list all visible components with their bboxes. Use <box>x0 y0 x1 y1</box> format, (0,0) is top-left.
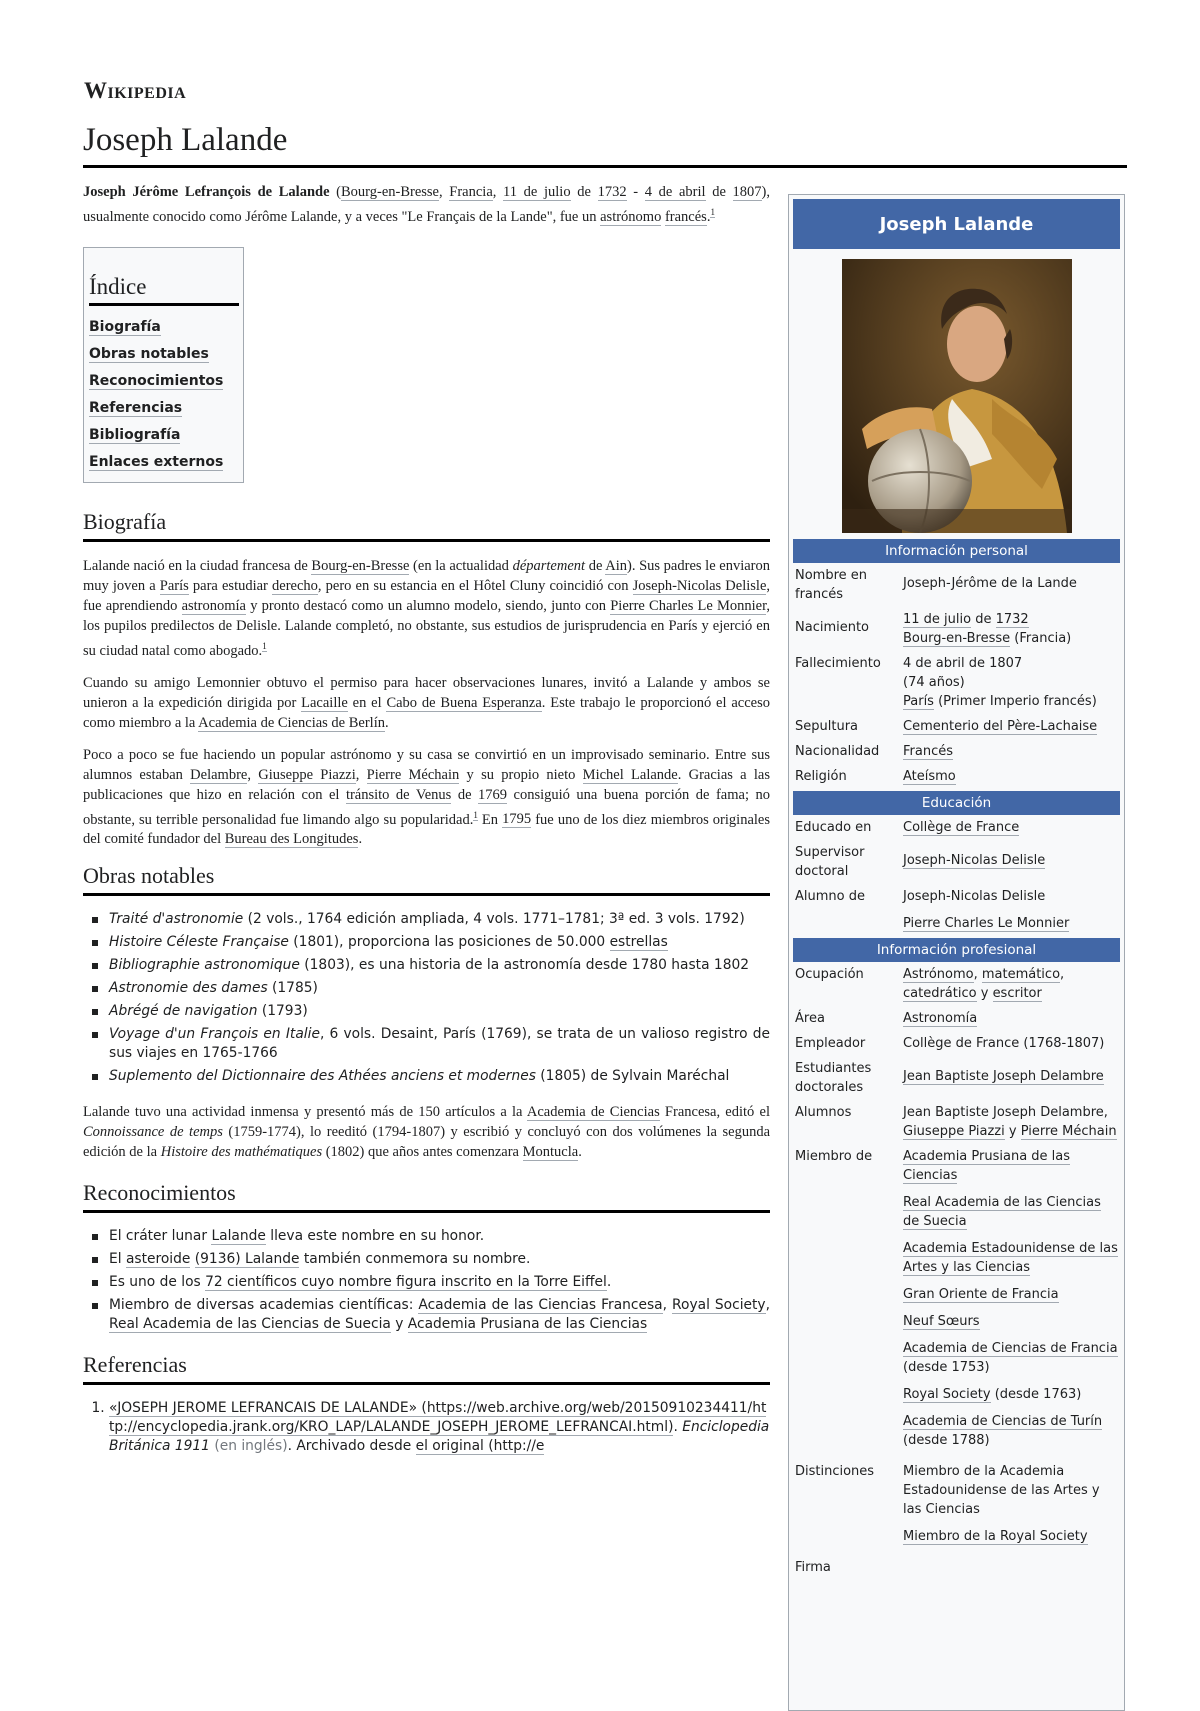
link-delambre[interactable]: Delambre <box>190 766 248 783</box>
list-item <box>109 1250 770 1269</box>
section-heading-reconocimientos: Reconocimientos <box>83 1180 770 1213</box>
references-list <box>83 1399 770 1456</box>
infobox-section-personal: Información personal <box>793 539 1120 563</box>
infobox-value <box>903 563 1120 607</box>
text-line <box>903 610 1118 629</box>
link-cabo-buena-esperanza[interactable]: Cabo de Buena Esperanza <box>386 694 542 711</box>
work-title: Histoire Céleste Française <box>109 934 289 951</box>
infobox-row-miembro <box>793 1144 1120 1453</box>
text: , los pupilos predilectos de Delisle. Lalande completó, no obstante, sus estudios de jurisprudencia en París y ejerció en su ciudad natal como abogado. <box>83 597 770 659</box>
infobox-value <box>903 1056 1120 1100</box>
link-asteroide[interactable]: asteroide <box>125 1251 191 1268</box>
text-line <box>903 914 1118 933</box>
infobox-label: Fallecimiento <box>795 656 881 671</box>
link-royal-society[interactable]: Royal Society <box>672 1297 766 1314</box>
link-michel-lalande[interactable]: Michel Lalande <box>582 766 678 783</box>
list-item <box>109 1067 770 1086</box>
infobox-row-ocupacion <box>793 962 1120 1006</box>
infobox-label: Empleador <box>795 1036 866 1051</box>
infobox-label: Religión <box>795 769 847 784</box>
text: ), usualmente conocido como Jérôme Lalande, y a veces "Le Français de la Lande", fue un <box>83 184 771 225</box>
wikipedia-wordmark[interactable] <box>84 78 186 104</box>
infobox-section-educacion: Educación <box>793 791 1120 815</box>
infobox-label: Firma <box>795 1560 831 1575</box>
footnote-link[interactable]: 1 <box>710 207 715 217</box>
text-line <box>903 1285 1118 1304</box>
link-lacaille[interactable]: Lacaille <box>301 694 348 711</box>
infobox-value <box>903 1459 1120 1549</box>
link-72-cientificos[interactable]: 72 científicos cuyo nombre figura inscrito en la Torre Eiffel <box>205 1274 607 1291</box>
link-frances[interactable]: francés <box>664 208 707 225</box>
list-item <box>109 979 770 998</box>
infobox-row-nombre <box>793 563 1120 607</box>
text-line <box>903 629 1118 648</box>
infobox-row-empleador <box>793 1031 1120 1056</box>
link-derecho[interactable]: derecho <box>272 577 318 594</box>
link-mechain[interactable]: Pierre Méchain <box>366 766 460 783</box>
text: consiguió una buena porción de fama; no obstante, su terrible personalidad fue limando algo su popularidad. <box>83 786 770 828</box>
bio-paragraph-1 <box>83 556 770 661</box>
text-italic: Histoire des mathématiques <box>160 1144 323 1161</box>
footnote-ref[interactable] <box>262 641 267 652</box>
wordmark-text: Wikipedia <box>84 78 187 103</box>
infobox-value <box>903 764 1120 789</box>
link-1732[interactable]: 1732 <box>597 184 627 200</box>
link-delisle[interactable]: Joseph-Nicolas Delisle <box>632 577 767 594</box>
link-sepultura[interactable]: Cementerio del Père-Lachaise <box>903 719 1098 734</box>
text-line <box>903 1147 1118 1185</box>
work-title: Voyage d'un François en Italie <box>109 1026 320 1043</box>
link-academia-suecia[interactable]: Real Academia de las Ciencias de Suecia <box>109 1316 391 1333</box>
work-title: Abrégé de navigation <box>109 1003 258 1020</box>
text: (1793) <box>257 1003 308 1020</box>
text: y <box>390 1316 408 1333</box>
text: (Primer Imperio francés) <box>933 694 1097 709</box>
page-title: Joseph Lalande <box>83 122 288 158</box>
text: , <box>765 1297 770 1314</box>
link-neuf-soeurs[interactable]: Neuf Sœurs <box>903 1314 980 1329</box>
text: . <box>385 714 389 731</box>
infobox-label: Área <box>795 1011 825 1026</box>
text: Poco a poco se fue haciendo un popular astrónomo y su casa se convirtió en un improvisado seminario. Entre sus alumnos estaban <box>83 746 770 783</box>
text: , <box>492 184 504 200</box>
list-item <box>109 910 770 929</box>
text-italic: département <box>512 557 586 574</box>
infobox-value <box>903 651 1120 714</box>
link-mentor-2[interactable]: Pierre Charles Le Monnier <box>903 916 1070 931</box>
infobox-label: Educado en <box>795 820 872 835</box>
text: , <box>355 766 367 783</box>
infobox-value <box>903 962 1120 1006</box>
text: , <box>439 184 450 200</box>
title-rule <box>83 165 1127 168</box>
text-line <box>903 1527 1118 1546</box>
text: (1805) de Sylvain Maréchal <box>535 1068 730 1085</box>
infobox-label: Ocupación <box>795 967 864 982</box>
link-reference-archive[interactable]: «JOSEPH JEROME LEFRANCAIS DE LALANDE» (https://web.archive.org/web/20150910234411/http://encyclopedia.jrank.org/KRO_LAP/LALANDE_JOSEPH_JEROME_LEFRANCAI.html) <box>109 1400 767 1436</box>
section-heading-referencias: Referencias <box>83 1352 770 1385</box>
link-4-abril[interactable]: 4 de abril <box>644 184 706 200</box>
work-title: Traité d'astronomie <box>109 911 244 928</box>
death-age: (74 años) <box>903 675 965 690</box>
infobox-value: Collège de France (1768-1807) <box>903 1036 1105 1051</box>
list-item <box>109 1002 770 1021</box>
toc-item-bibliografia[interactable] <box>89 422 239 449</box>
list-item <box>109 1273 770 1292</box>
list-item <box>109 933 770 952</box>
text: - <box>626 184 645 200</box>
link-academia-francesa[interactable]: Academia de las Ciencias Francesa <box>418 1297 663 1314</box>
toc-item-referencias[interactable] <box>89 395 239 422</box>
list-item <box>109 1227 770 1246</box>
link-astronomia[interactable]: astronomía <box>181 597 246 614</box>
bio-paragraph-3 <box>83 745 770 850</box>
reconocimientos-list <box>83 1227 770 1334</box>
text: , <box>662 1297 673 1314</box>
text-italic: Connoissance de temps <box>83 1124 223 1141</box>
link-birth-year[interactable]: 1732 <box>995 612 1029 627</box>
language-tag: (en inglés) <box>214 1438 288 1455</box>
text: (en la actualidad <box>409 557 513 574</box>
infobox-row-fallecimiento <box>793 651 1120 714</box>
text: El <box>109 1251 126 1268</box>
infobox-label: Alumnos <box>795 1105 852 1120</box>
toc-item-reconocimientos[interactable] <box>89 368 239 395</box>
link-11-julio[interactable]: 11 de julio <box>503 184 571 200</box>
toc-list <box>89 314 239 476</box>
section-heading-biografia: Biografía <box>83 509 770 542</box>
subject-name: Joseph Jérôme Lefrançois de Lalande <box>83 184 330 200</box>
text: Cuando su amigo Lemonnier obtuvo el permiso para hacer observaciones lunares, invitó a Lalande y ambos se unieron a la expedición dirigida por <box>83 674 770 711</box>
section-heading-obras: Obras notables <box>83 863 770 896</box>
infobox-label: Miembro de <box>795 1149 873 1164</box>
death-date: 4 de abril de 1807 <box>903 656 1023 671</box>
work-title: Bibliographie astronomique <box>109 957 300 974</box>
text: El cráter lunar <box>109 1228 212 1245</box>
infobox-row-nacionalidad <box>793 739 1120 764</box>
link-montucla[interactable]: Montucla <box>522 1144 579 1161</box>
text: Miembro de diversas academias científicas: <box>109 1297 419 1314</box>
text: de <box>585 557 606 574</box>
link-birth-date[interactable]: 11 de julio <box>903 612 972 627</box>
toc-item-label: Obras notables <box>89 345 209 362</box>
list-item <box>109 1025 770 1063</box>
text: y pronto destacó como un alumno modelo, siendo, junto con <box>246 597 611 614</box>
link-delambre[interactable]: Jean Baptiste Joseph Delambre <box>903 1069 1104 1084</box>
toc-item-enlaces-externos[interactable] <box>89 449 239 476</box>
obras-list <box>83 910 770 1086</box>
text: de <box>705 184 733 200</box>
text-line <box>903 1312 1118 1331</box>
text: (1803), es una historia de la astronomía desde 1780 hasta 1802 <box>299 957 750 974</box>
link-royal-society[interactable]: Royal Society <box>903 1387 991 1402</box>
infobox-value <box>903 607 1120 651</box>
infobox-title: Joseph Lalande <box>793 199 1120 249</box>
list-item <box>109 956 770 975</box>
infobox-label: Nacionalidad <box>795 744 880 759</box>
student-1: Jean Baptiste Joseph Delambre <box>903 1105 1104 1120</box>
mentor-1: Joseph-Nicolas Delisle <box>903 889 1046 904</box>
text: , pero en su estancia en el Hôtel Cluny coincidió con <box>317 577 633 594</box>
infobox-label: Nombre en francés <box>795 568 868 602</box>
award-1: Miembro de la Academia Estadounidense de las Artes y las Ciencias <box>903 1464 1100 1517</box>
link-academia-suecia[interactable]: Real Academia de las Ciencias de Suecia <box>903 1195 1101 1229</box>
native-name: Joseph-Jérôme de la Lande <box>903 576 1077 591</box>
infobox-value <box>903 1100 1120 1144</box>
infobox <box>788 194 1125 1711</box>
link-francia[interactable]: Francia <box>449 184 493 200</box>
infobox-row-sepultura <box>793 714 1120 739</box>
text: . <box>673 1419 683 1436</box>
link-academia-berlin[interactable]: Academia de Ciencias de Berlín <box>198 714 385 731</box>
text: Lalande nació en la ciudad francesa de <box>83 557 312 574</box>
bio-paragraph-2 <box>83 673 770 733</box>
table-of-contents <box>83 247 244 483</box>
link-transito-venus[interactable]: tránsito de Venus <box>345 786 452 803</box>
link-matematico[interactable]: matemático <box>981 967 1061 982</box>
text: (desde 1763) <box>990 1387 1082 1402</box>
link-crater-lalande[interactable]: Lalande <box>211 1228 266 1245</box>
footnote-link[interactable]: 1 <box>262 640 267 651</box>
text: de <box>570 184 598 200</box>
work-title: Astronomie des dames <box>109 980 268 997</box>
infobox-label: Estudiantes doctorales <box>795 1061 872 1095</box>
text: fue uno de los diez miembros originales del comité fundador del <box>83 811 770 848</box>
portrait-painting <box>842 259 1072 533</box>
text: . <box>578 1144 582 1161</box>
text: (1802) que años antes comenzara <box>322 1144 523 1161</box>
link-academia-ciencias[interactable]: Academia de Ciencias <box>526 1104 660 1121</box>
infobox-row-distinciones <box>793 1459 1120 1549</box>
infobox-row-supervisor <box>793 840 1120 884</box>
infobox-value <box>903 1144 1120 1453</box>
text-line <box>903 1385 1118 1404</box>
text: de <box>971 612 996 627</box>
text: , <box>247 766 259 783</box>
list-item <box>109 1296 770 1334</box>
infobox-row-alumno <box>793 884 1120 936</box>
infobox-row-nacimiento <box>793 607 1120 651</box>
footnote-link[interactable]: 1 <box>473 809 478 820</box>
infobox-value <box>903 884 1120 936</box>
text-line <box>903 1339 1118 1377</box>
infobox-value <box>903 815 1120 840</box>
link-mechain[interactable]: Pierre Méchain <box>1020 1124 1117 1139</box>
text: (Francia) <box>1010 631 1072 646</box>
text-line <box>903 1239 1118 1277</box>
reference-item <box>109 1399 770 1456</box>
infobox-section-profesional: Información profesional <box>793 938 1120 962</box>
link-estrellas[interactable]: estrellas <box>609 934 668 951</box>
text-italic: Enciclopedia Británica 1911 <box>109 1419 770 1455</box>
toc-title: Índice <box>89 274 239 306</box>
toc-item-obras-notables[interactable] <box>89 341 239 368</box>
link-ain[interactable]: Ain <box>605 557 627 574</box>
link-academia-turin[interactable]: Academia de Ciencias de Turín <box>903 1414 1103 1429</box>
text: de <box>451 786 479 803</box>
infobox-row-estudiantes <box>793 1056 1120 1100</box>
link-academia-prusiana[interactable]: Academia Prusiana de las Ciencias <box>903 1149 1071 1183</box>
text: en el <box>347 694 387 711</box>
text: lleva este nombre en su honor. <box>265 1228 485 1245</box>
toc-item-label: Reconocimientos <box>89 372 224 389</box>
toc-item-label: Enlaces externos <box>89 453 224 470</box>
link-nacionalidad[interactable]: Francés <box>903 744 954 759</box>
link-birth-place[interactable]: Bourg-en-Bresse <box>903 631 1011 646</box>
toc-item-label: Referencias <box>89 399 183 416</box>
infobox-label: Alumno de <box>795 889 865 904</box>
link-religion[interactable]: Ateísmo <box>903 769 956 784</box>
infobox-label: Distinciones <box>795 1464 875 1479</box>
text-line <box>903 1412 1118 1450</box>
infobox-value <box>903 840 1120 884</box>
link-piazzi[interactable]: Giuseppe Piazzi <box>258 766 356 783</box>
portrait-image[interactable] <box>842 259 1072 533</box>
link-bourg-en-bresse[interactable]: Bourg-en-Bresse <box>311 557 410 574</box>
text: (1801), proporciona las posiciones de 50.000 <box>288 934 610 951</box>
text: , fue aprendiendo <box>83 577 771 614</box>
work-title: Suplemento del Dictionnaire des Athées anciens et modernes <box>109 1068 536 1085</box>
text: (2 vols., 1764 edición ampliada, 4 vols. 1771–1781; 3ª ed. 3 vols. 1792) <box>243 911 745 928</box>
text: , 6 vols. Desaint, París (1769), se trata de un valioso registro de sus viajes en 1765-1766 <box>109 1026 770 1062</box>
infobox-label: Nacimiento <box>795 620 870 635</box>
text: . <box>606 1274 612 1291</box>
infobox-row-area <box>793 1006 1120 1031</box>
obras-paragraph <box>83 1102 770 1162</box>
link-1807[interactable]: 1807 <box>732 184 762 200</box>
link-piazzi[interactable]: Giuseppe Piazzi <box>903 1124 1005 1139</box>
link-bureau-longitudes[interactable]: Bureau des Longitudes <box>224 831 359 848</box>
link-royal-society-award[interactable]: Miembro de la Royal Society <box>903 1529 1088 1544</box>
text: (desde 1788) <box>903 1433 990 1448</box>
toc-item-biografia[interactable] <box>89 314 239 341</box>
link-1795[interactable]: 1795 <box>502 811 532 828</box>
lead-paragraph <box>83 182 770 227</box>
text: Lalande tuvo una actividad inmensa y presentó más de 150 artículos a la <box>83 1104 527 1121</box>
infobox-row-educado <box>793 815 1120 840</box>
link-death-place[interactable]: París <box>903 694 934 709</box>
link-le-monnier[interactable]: Pierre Charles Le Monnier <box>610 597 767 614</box>
text: y su propio nieto <box>459 766 583 783</box>
link-college-de-france[interactable]: Collège de France <box>903 820 1020 835</box>
link-gran-oriente[interactable]: Gran Oriente de Francia <box>903 1287 1059 1302</box>
text: , <box>973 967 982 982</box>
text: y <box>976 986 993 1001</box>
text: (1759-1774), lo reeditó (1794-1807) y escribió y concluyó con dos volúmenes la segunda edición de la <box>83 1124 771 1161</box>
text: ( <box>329 184 341 200</box>
toc-item-label: Biografía <box>89 318 161 335</box>
link-supervisor[interactable]: Joseph-Nicolas Delisle <box>903 853 1046 868</box>
article-body <box>83 182 770 1456</box>
text: (desde 1753) <box>903 1360 990 1375</box>
link-academia-prusiana[interactable]: Academia Prusiana de las Ciencias <box>407 1316 648 1333</box>
link-catedratico[interactable]: catedrático <box>903 986 977 1001</box>
link-bourg[interactable]: Bourg-en-Bresse <box>341 184 439 200</box>
infobox-label: Supervisor doctoral <box>795 845 865 879</box>
text: , <box>1060 967 1065 982</box>
text: Es uno de los <box>109 1274 206 1291</box>
text: , <box>1103 1105 1108 1120</box>
infobox-label: Sepultura <box>795 719 859 734</box>
link-original[interactable]: el original (http://e <box>415 1438 545 1455</box>
toc-item-label: Bibliografía <box>89 426 181 443</box>
text: . Gracias a las publicaciones que hizo en relación con el <box>83 766 770 803</box>
infobox-value <box>903 739 1120 764</box>
link-academia-francia[interactable]: Academia de Ciencias de Francia <box>903 1341 1118 1356</box>
infobox-row-firma <box>793 1555 1120 1580</box>
text-line <box>903 1193 1118 1231</box>
footnote-ref[interactable] <box>710 207 715 218</box>
link-1769[interactable]: 1769 <box>478 786 508 803</box>
text: para estudiar <box>188 577 273 594</box>
text: . Este trabajo le proporcionó el acceso como miembro a la <box>83 694 770 731</box>
text: Francesa, editó el <box>659 1104 770 1121</box>
text-line <box>903 692 1118 711</box>
text: . <box>706 208 711 225</box>
text: . <box>358 831 363 848</box>
text: En <box>477 811 503 828</box>
link-escritor[interactable]: escritor <box>992 986 1042 1001</box>
link-academia-estadounidense[interactable]: Academia Estadounidense de las Artes y las Ciencias <box>903 1241 1118 1275</box>
text: . Archivado desde <box>287 1438 416 1455</box>
link-astronomia[interactable]: Astronomía <box>903 1011 978 1026</box>
text: (1785) <box>267 980 318 997</box>
infobox-row-religion <box>793 764 1120 789</box>
link-paris[interactable]: París <box>159 577 189 594</box>
infobox-value <box>903 1006 1120 1031</box>
infobox-row-alumnos <box>793 1100 1120 1144</box>
text: y <box>1004 1124 1021 1139</box>
text: también conmemora su nombre. <box>299 1251 531 1268</box>
link-9136-lalande[interactable]: (9136) Lalande <box>194 1251 300 1268</box>
infobox-value <box>903 714 1120 739</box>
text: ). Sus padres le enviaron muy joven a <box>83 557 771 594</box>
link-astronomo[interactable]: astrónomo <box>600 208 662 225</box>
link-astronomo[interactable]: Astrónomo <box>903 967 974 982</box>
